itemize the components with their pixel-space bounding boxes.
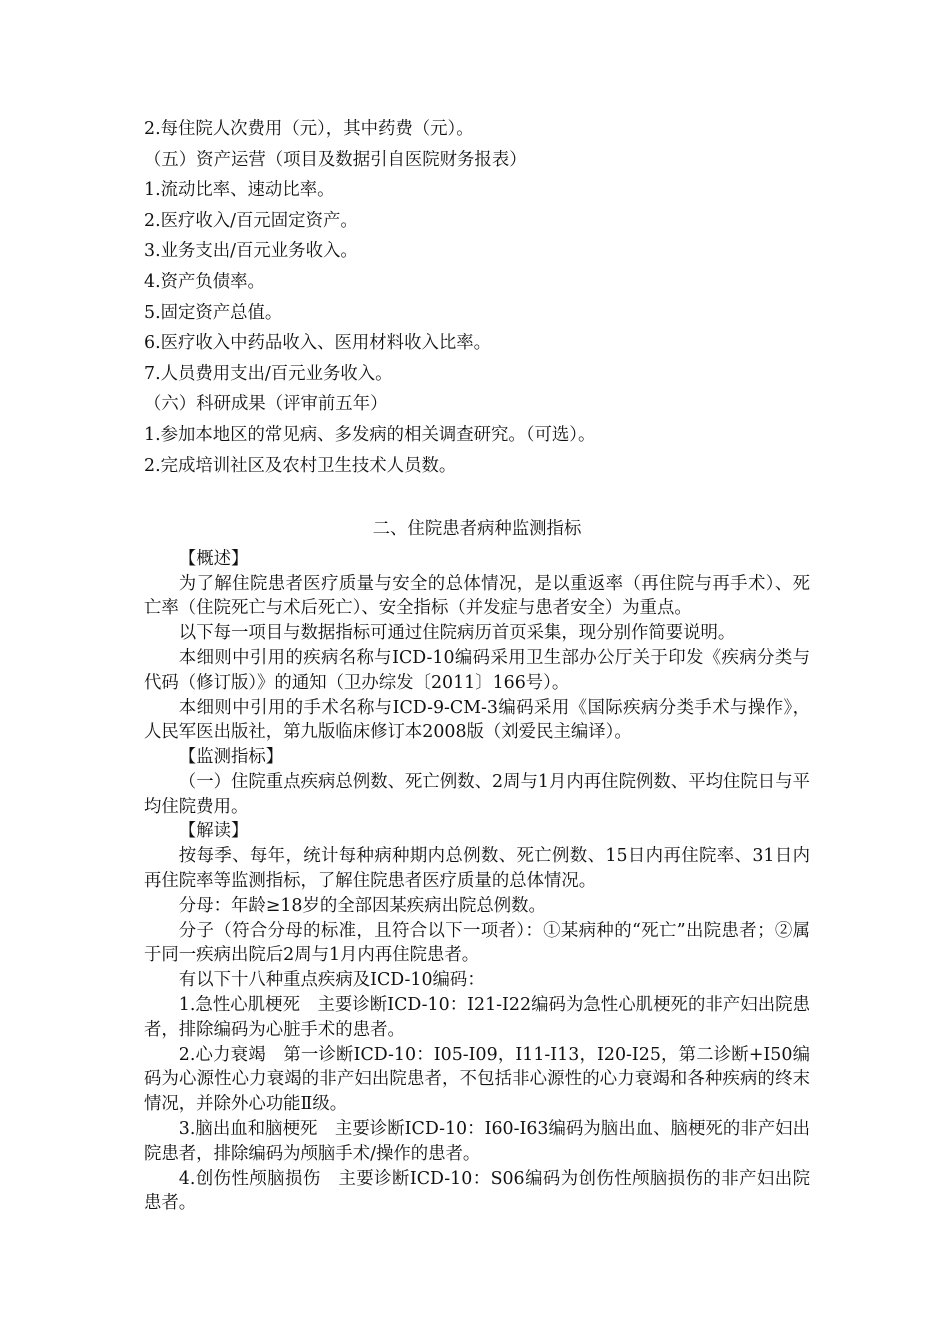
list-item-personnel-expense: 7.人员费用支出/百元业务收入。 (144, 363, 393, 384)
label-interpretation: 【解读】 (178, 821, 249, 842)
paragraph-data-source: 以下每一项目与数据指标可通过住院病历首页采集，现分别作简要说明。 (178, 623, 736, 644)
paragraph-statistics-method: 按每季、每年，统计每种病种期内总例数、死亡例数、15日内再住院率、31日内再住院率等监测指标，了解住院患者医疗质量的总体情况。 (144, 846, 810, 892)
paragraph-indicator-one: （一）住院重点疾病总例数、死亡例数、2周与1月内再住院例数、平均住院日与平均住院费用。 (144, 771, 810, 817)
paragraph-icd9-reference: 本细则中引用的手术名称与ICD-9-CM-3编码采用《国际疾病分类手术与操作》，人民军医出版社，第九版临床修订本2008版（刘爱民主编译）。 (144, 697, 810, 743)
heading-research-results: （六）科研成果（评审前五年） (144, 394, 388, 415)
spacer (144, 481, 810, 512)
list-item-cost-per-admission: 2.每住院人次费用（元），其中药费（元）。 (144, 119, 474, 139)
list-item-debt-ratio: 4.资产负债率。 (144, 271, 265, 292)
document-content (144, 114, 810, 1216)
heading-asset-operation: （五）资产运营（项目及数据引自医院财务报表） (144, 149, 527, 170)
disease-item-stroke: 3.脑出血和脑梗死 主要诊断ICD-10：I60-I63编码为脑出血、脑梗死的非产妇出院患者，排除编码为颅脑手术/操作的患者。 (144, 1119, 810, 1164)
paragraph-key-diseases-intro: 有以下十八种重点疾病及ICD-10编码： (178, 970, 485, 991)
list-item-drug-material-income-ratio: 6.医疗收入中药品收入、医用材料收入比率。 (144, 333, 492, 354)
list-item-current-ratio: 1.流动比率、速动比率。 (144, 180, 335, 201)
disease-item-heart-failure: 2.心力衰竭 第一诊断ICD-10：I05-I09，I11-I13，I20-I25，第二诊断+I50编码为心源性心力衰竭的非产妇出院患者，不包括非心源性的心力衰竭和各种疾病的终末情况，并除外心功能Ⅱ级。 (144, 1044, 810, 1115)
disease-item-traumatic-brain-injury: 4.创伤性颅脑损伤 主要诊断ICD-10：S06编码为创伤性颅脑损伤的非产妇出院患者。 (144, 1168, 810, 1214)
list-item-local-disease-research: 1.参加本地区的常见病、多发病的相关调查研究。（可选）。 (144, 424, 596, 445)
paragraph-purpose: 为了解住院患者医疗质量与安全的总体情况，是以重返率（再住院与再手术）、死亡率（住院死亡与术后死亡）、安全指标（并发症与患者安全）为重点。 (144, 573, 810, 619)
disease-item-acute-mi: 1.急性心肌梗死 主要诊断ICD-10：I21-I22编码为急性心肌梗死的非产妇出院患者，排除编码为心脏手术的患者。 (144, 995, 810, 1040)
label-monitoring-indicators: 【监测指标】 (178, 747, 284, 768)
label-overview: 【概述】 (178, 548, 249, 569)
paragraph-numerator: 分子（符合分母的标准，且符合以下一项者）：①某病种的“死亡”出院患者；②属于同一疾病出院后2周与1月内再住院患者。 (144, 920, 810, 966)
list-item-fixed-assets-total: 5.固定资产总值。 (144, 302, 283, 323)
list-item-medical-income-fixed-assets: 2.医疗收入/百元固定资产。 (144, 210, 358, 231)
paragraph-denominator: 分母：年龄≥18岁的全部因某疾病出院总例数。 (178, 895, 546, 916)
section-title: 二、住院患者病种监测指标 (372, 518, 582, 539)
paragraph-icd10-reference: 本细则中引用的疾病名称与ICD-10编码采用卫生部办公厅关于印发《疾病分类与代码（修订版）》的通知（卫办综发〔2011〕166号）。 (144, 647, 810, 693)
list-item-business-expenditure: 3.业务支出/百元业务收入。 (144, 241, 358, 262)
list-item-training-count: 2.完成培训社区及农村卫生技术人员数。 (144, 455, 457, 476)
